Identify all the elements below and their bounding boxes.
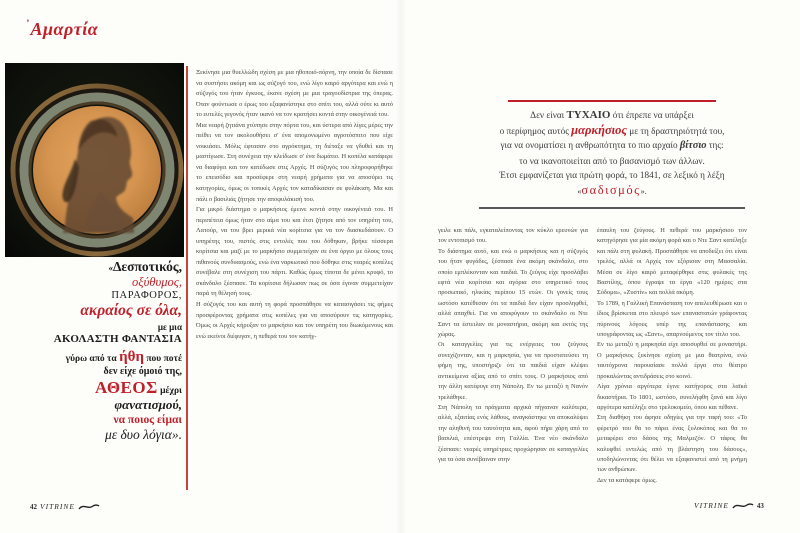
pull-quote-line: να ποιος είμαι	[113, 414, 182, 427]
quote-keyword-sadismos: σαδισμός	[581, 182, 641, 197]
body-paragraph: Το διάστημα αυτό, και ενώ ο μαρκήσιος και η σύζυγός του ήταν φυγάδες, ξέσπασε ένα ακόμη σκάνδαλο, στο οποίο εμπλέκονταν και παιδιά. Το ζεύγος είχε προσλάβει εφτά νέα κορίτσια και αγόρια στο υπηρετικό τους προσωπικό, ηλικίας περίπου 15 ετών. Οι γονείς τους ωστόσο κατέθεσαν ότι τα παιδιά δεν είχαν προσληφθεί, αλλά απαχθεί. Για να αποφύγουν το σκάνδαλο οι Ντε Σαντ τα έστειλαν σε μοναστήρια, ακόμη και εκτός της χώρας.	[438, 247, 588, 339]
pull-quote-line: ΠΑΡΑΦΟΡΟΣ,	[111, 290, 182, 302]
body-paragraph: Για μικρό διάστημα ο μαρκήσιος έμεινε κοντά στην οικογένειά του. Η περιπέτεια όμως ήταν στο αίμα του και έτσι ζήτησε από τον υπηρέτη του, Λατούρ, να του βρει μερικά νέα κορίτσια για να τον διασκεδάσουν. Ο υπηρέτης του, πιστός στις εντολές που του δόθηκαν, βρήκε τέσσερα κορίτσια και μαζί με το μαρκήσιο συμμετείχαν σε ένα όργιο με όλους τους πιθανούς συνδυασμούς, ενώ ένα ναρκωτικό που δόθηκε στις νεαρές κοπέλες συνέβαλε στη συνέχιση του πάρτι. Καθώς όμως τίποτα δε μένει κρυφό, το σκάνδαλο ξέσπασε. Τα κορίτσια δήλωσαν πως σε όσα έγιναν συμμετείχαν παρά τη θέλησή τους.	[196, 206, 393, 298]
quote-emphasis-red: μαρκήσιος	[571, 122, 627, 137]
pq-text: μέχρι	[157, 385, 182, 396]
quote-segment: της:	[706, 140, 724, 151]
pull-quote-line: ακραίος σε όλα,	[80, 302, 182, 320]
pull-quote-line: με δυο λόγια».	[105, 426, 182, 442]
body-paragraph: Στη Νάπολη τα πράγματα αρχικά πήγαιναν καλύτερα, αλλά, εξαιτίας ενός λάθους, αναγκάστηκε να αποκαλύψει την αληθινή του ταυτότητα και, αφού πήρε χάρη από το βασιλιά, επέστρεψε στη Γαλλία. Ένα νέο σκάνδαλο ξέσπασε: νεαρές υπηρέτριες προχώρησαν σε καταγγελίες για τα όσα συνέβαιναν στην	[438, 403, 588, 463]
page-number: 43	[756, 501, 764, 510]
section-header	[26, 18, 98, 40]
section-title: Αμαρτία	[30, 19, 99, 39]
left-page-footer	[30, 502, 100, 511]
pull-quote-line: οξύθυμος,	[132, 274, 182, 289]
page-number: 42	[30, 502, 37, 511]
pull-quote-line	[95, 379, 182, 397]
quote-emphasis: ΤΥΧΑΙΟ	[566, 109, 611, 121]
portrait-illustration	[5, 63, 184, 257]
vitrine-logo-swash-icon	[732, 502, 754, 510]
quote-segment: για να ονοματίσει η ανθρωπότητα το πιο αρχαίο	[500, 140, 680, 151]
pq-text: γύρω από τα	[65, 353, 120, 364]
pull-quote-line	[108, 260, 182, 275]
pull-quote-line: με μια	[157, 322, 182, 333]
pull-quote-line: ΑΚΟΛΑΣΤΗ ΦΑΝΤΑΣΙΑ	[53, 332, 182, 345]
quote-emphasis: βίτσιο	[679, 140, 707, 152]
magazine-name: VITRINE	[40, 502, 75, 511]
body-paragraph: Μια νεαρή ζητιάνα χτύπησε στην πόρτα του, και ύστερα από λίγες μέρες την πείθει να τον ακολουθήσει σ' ένα απομονωμένο αγροτόσπιτο που είχε νοικιάσει. Μόλις έφτασαν στο αγρόκτημα, τη διέταξε να γδυθεί και τη μαστίγωσε. Στη συνέχεια την κλείδωσε σ' ένα δωμάτιο. Η κοπέλα κατάφερε να διαφύγει και τον κατέδωσε στις Αρχές. Η σύζυγός του πληροφορήθηκε το επεισόδιο και προσέφερε στη νεαρή χρήματα για να αποσύρει τις κατηγορίες, όμως οι τοπικές Αρχές τον καταδίκασαν σε φυλάκιση. Μα και πάλι ο βασιλιάς ζήτησε την αποφυλάκισή του.	[196, 121, 393, 203]
body-paragraph: έπαυλη του ζεύγους. Η πεθερά του μαρκήσιου τον κατηγόρησε για μία ακόμη φορά και ο Ντε Σαντ κατέληξε και πάλι στη φυλακή. Προσπάθησε να αποδείξει ότι είναι τρελός, αλλά οι Αρχές τον εξόρισαν στη Μασσαλία. Μέσα σε λίγο καιρό μεταφέρθηκε στις φυλακές της Βαστίλης, όπου έγραψε τα έργα «120 ημέρες στα Σόδομα», «Ζυστίν» και πολλά ακόμη.	[597, 227, 747, 297]
quote-top-rule	[508, 100, 716, 102]
pq-text: Δεσποτικός,	[112, 259, 182, 274]
body-paragraph: Ξεκίνησε μια θυελλώδη σχέση με μια ηθοποιό-πόρνη, την οποία δε δίστασε να συστήσει ακόμη και ως σύζυγό του, ενώ λίγο καιρό αργότερα και ενώ η σύζυγός του ήταν έγκυος, έκανε σχέση με μια τραγουδίστρια της όπερας. Όταν φούντωσε ο έρως του εξαφανίστηκε στο σπίτι του, αλλά ούτε κι αυτό το ευτελές γεγονός ήταν ικανό να τον κρατήσει κοντά στην οικογένειά του.	[196, 69, 393, 119]
marquis-portrait-image	[5, 63, 184, 257]
body-paragraph: γειλε και πάλι, εγκαταλείποντας τον κύκλο ερευνών για τον εντοπισμό του.	[438, 227, 588, 245]
open-guillemet: «	[577, 186, 582, 196]
pull-quote-line: φανατισμού,	[114, 397, 182, 413]
magazine-name: VITRINE	[694, 501, 729, 510]
close-guillemet: ».	[640, 186, 647, 196]
header-mark: ’	[26, 18, 30, 28]
intro-quote-box	[440, 100, 784, 209]
right-page-footer	[694, 501, 764, 510]
body-paragraph: Οι καταγγελίες για τις ενέργειες του ζεύγους συνεχίζονταν, και η μαρκησία, για να προστατεύσει τη φήμη της, υποστήριζε ότι τα παιδιά είχαν κλέψει αντικείμενα αξίας από το σπίτι τους. Ο μαρκήσιος από την άλλη κατέφυγε στη Νάπολη. Εν τω μεταξύ η Νανόν τρελάθηκε.	[438, 341, 588, 401]
quote-text	[440, 108, 784, 200]
pq-text: που ποτέ	[143, 353, 182, 364]
vertical-red-rule	[186, 66, 188, 490]
right-page-column-2	[597, 226, 747, 494]
body-paragraph: Λίγα χρόνια αργότερα έγινε κατήγορος στα λαϊκά δικαστήρια. Το 1801, ωστόσο, συνελήφθη ξανά και λίγο αργότερα κατέληξε στο τρελοκομείο, όπου και πέθανε.	[597, 383, 747, 411]
quote-bottom-rule	[479, 207, 745, 209]
right-page-column-1	[438, 226, 588, 494]
quote-segment: με τη δραστηριότητά του,	[626, 125, 725, 136]
pq-emphasis-red: ΑΘΕΟΣ	[95, 377, 158, 397]
pq-emphasis-red: ήθη	[119, 348, 144, 365]
quote-segment: ο περίφημος αυτός	[499, 125, 572, 136]
open-guillemet: «	[108, 263, 113, 273]
pull-quote-line	[66, 349, 182, 365]
pull-quote	[0, 260, 182, 456]
page-gutter	[396, 0, 406, 533]
body-paragraph: Εν τω μεταξύ η μαρκησία είχε αποσυρθεί σε μοναστήρι. Ο μαρκήσιος ξεκίνησε σχέση με μια θεατρίνα, ενώ ταυτόχρονα παρουσίασε πολλά έργα στο θέατρο προκαλώντας αντιδράσεις στο κοινό.	[597, 341, 747, 380]
body-paragraph: Η σύζυγός του και αυτή τη φορά προσπάθησε να κατασιγάσει τις φήμες προσφέροντας χρήματα στις κοπέλες για να αποσύρουν τις κατηγορίες. Όμως οι Αρχές κήρυξαν το μαρκήσιο και τον υπηρέτη του διωκόμενους και ενώ εκείνοι διέφυγαν, η πεθερά του τον κατήγ-	[196, 301, 393, 340]
quote-segment: το να ικανοποιείται από το βασανισμό των άλλων.	[519, 155, 705, 166]
quote-segment: Δεν είναι	[530, 110, 567, 120]
vitrine-logo-swash-icon	[78, 503, 100, 511]
pull-quote-line: δεν είχε όμοιό της,	[103, 365, 182, 377]
quote-segment: Έτσι εμφανίζεται για πρώτη φορά, το 1841, σε λεξικό η λέξη	[499, 170, 725, 181]
body-paragraph: Το 1789, η Γαλλική Επανάσταση τον απελευθέρωσε και ο ίδιος βρίσκεται στο πλευρό των επαναστατών γράφοντας πύρινους λόγους υπέρ της επανάστασης και υπογράφοντας ως «Σαντ», απαρνούμενος τον τίτλο του.	[597, 299, 747, 339]
left-page-body-column	[196, 68, 393, 492]
body-paragraph: Στη διαθήκη του άφησε οδηγίες για την ταφή του: «Το φέρετρό του θα το πάρει ένας ξυλοκόπος και θα το μεταφέρει στο δάσος της Μαλμεζόν. Ο τάφος θα καλυφθεί εντελώς από τη βλάστηση του δάσους», υποδηλώνοντας ότι θέλει να εξαφανιστεί από τη μνήμη των ανθρώπων.	[597, 414, 747, 474]
body-paragraph: Δεν τα κατάφερε όμως.	[597, 476, 658, 484]
quote-segment: ότι έπρεπε να υπάρξει	[610, 110, 694, 120]
